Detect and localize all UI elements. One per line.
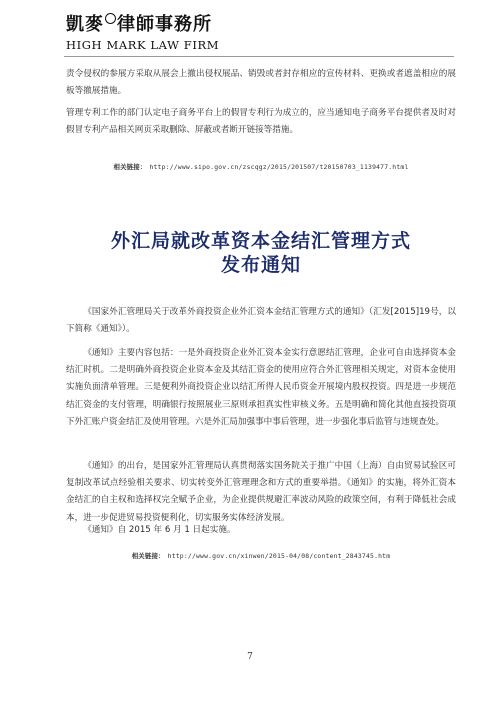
firm-header [66, 8, 266, 58]
section2-paragraph-3: 《通知》的出台，是国家外汇管理局认真贯彻落实国务院关于推广中国（上海）自由贸易试验区可复制改革试点经验相关要求、切实转变外汇管理理念和方式的重要举措。《通知》的实施，将外汇资本金结汇的自主权和选择权完全赋予企业，为企业提供规避汇率波动风险的政策空间，有利于降低社会成本，进一步促进贸易投资便利化，切实服务实体经济发展。 [66, 461, 456, 523]
section1-related-link [66, 162, 456, 171]
related-link-url[interactable]: http://www.gov.cn/xinwen/2015-04/08/content_2843745.htm [167, 552, 391, 560]
section1-paragraph-2: 管理专利工作的部门认定电子商务平台上的假冒专利行为成立的，应当通知电子商务平台提供者及时对假冒专利产品相关网页采取删除、屏蔽或者断开链接等措施。 [66, 108, 456, 136]
section2-paragraph-2: 《通知》主要内容包括：一是外商投资企业外汇资本金实行意愿结汇管理，企业可自由选择资本金结汇时机。二是明确外商投资企业资本金及其结汇资金的使用应符合外汇管理相关规定，对资本金使用实施负面清单管理。三是便利外商投资企业以结汇所得人民币资金开展境内股权投资。四是进一步规范结汇资金的支付管理，明确银行按照展业三原则承担真实性审核义务。五是明确和简化其他直接投资项下外汇账户资金结汇及使用管理。六是外汇局加强事中事后管理，进一步强化事后监管与违规查处。 [66, 348, 456, 427]
firm-name-cn-part2: 律師事務所 [117, 14, 212, 35]
article-title-line-2: 发布通知 [220, 254, 301, 276]
registered-mark-icon [105, 13, 116, 24]
page-number: 7 [247, 652, 253, 662]
header-divider [64, 56, 454, 57]
firm-name-cn-part1: 凱麥 [66, 14, 104, 35]
firm-name-english: HIGH MARK LAW FIRM [66, 38, 220, 52]
section2-related-link [66, 551, 456, 560]
related-link-label: 相关链接： [131, 552, 165, 560]
related-link-label: 相关链接： [113, 163, 147, 171]
related-link-url[interactable]: http://www.sipo.gov.cn/zscqgz/2015/201507/t20150703_1139477.html [149, 163, 409, 171]
firm-name-chinese [66, 10, 212, 36]
article-title-line-1: 外汇局就改革资本金结汇管理方式 [110, 230, 411, 252]
section2-paragraph-1: 《国家外汇管理局关于改革外商投资企业外汇资本金结汇管理方式的通知》（汇发[2015]19号，以下简称《通知》）。 [66, 307, 456, 335]
section2-paragraph-4: 《通知》自 2015 年 6 月 1 日起实施。 [83, 525, 236, 535]
section1-paragraph-1: 责令侵权的参展方采取从展会上撤出侵权展品、销毁或者封存相应的宣传材料、更换或者遮盖相应的展板等撤展措施。 [66, 69, 456, 97]
